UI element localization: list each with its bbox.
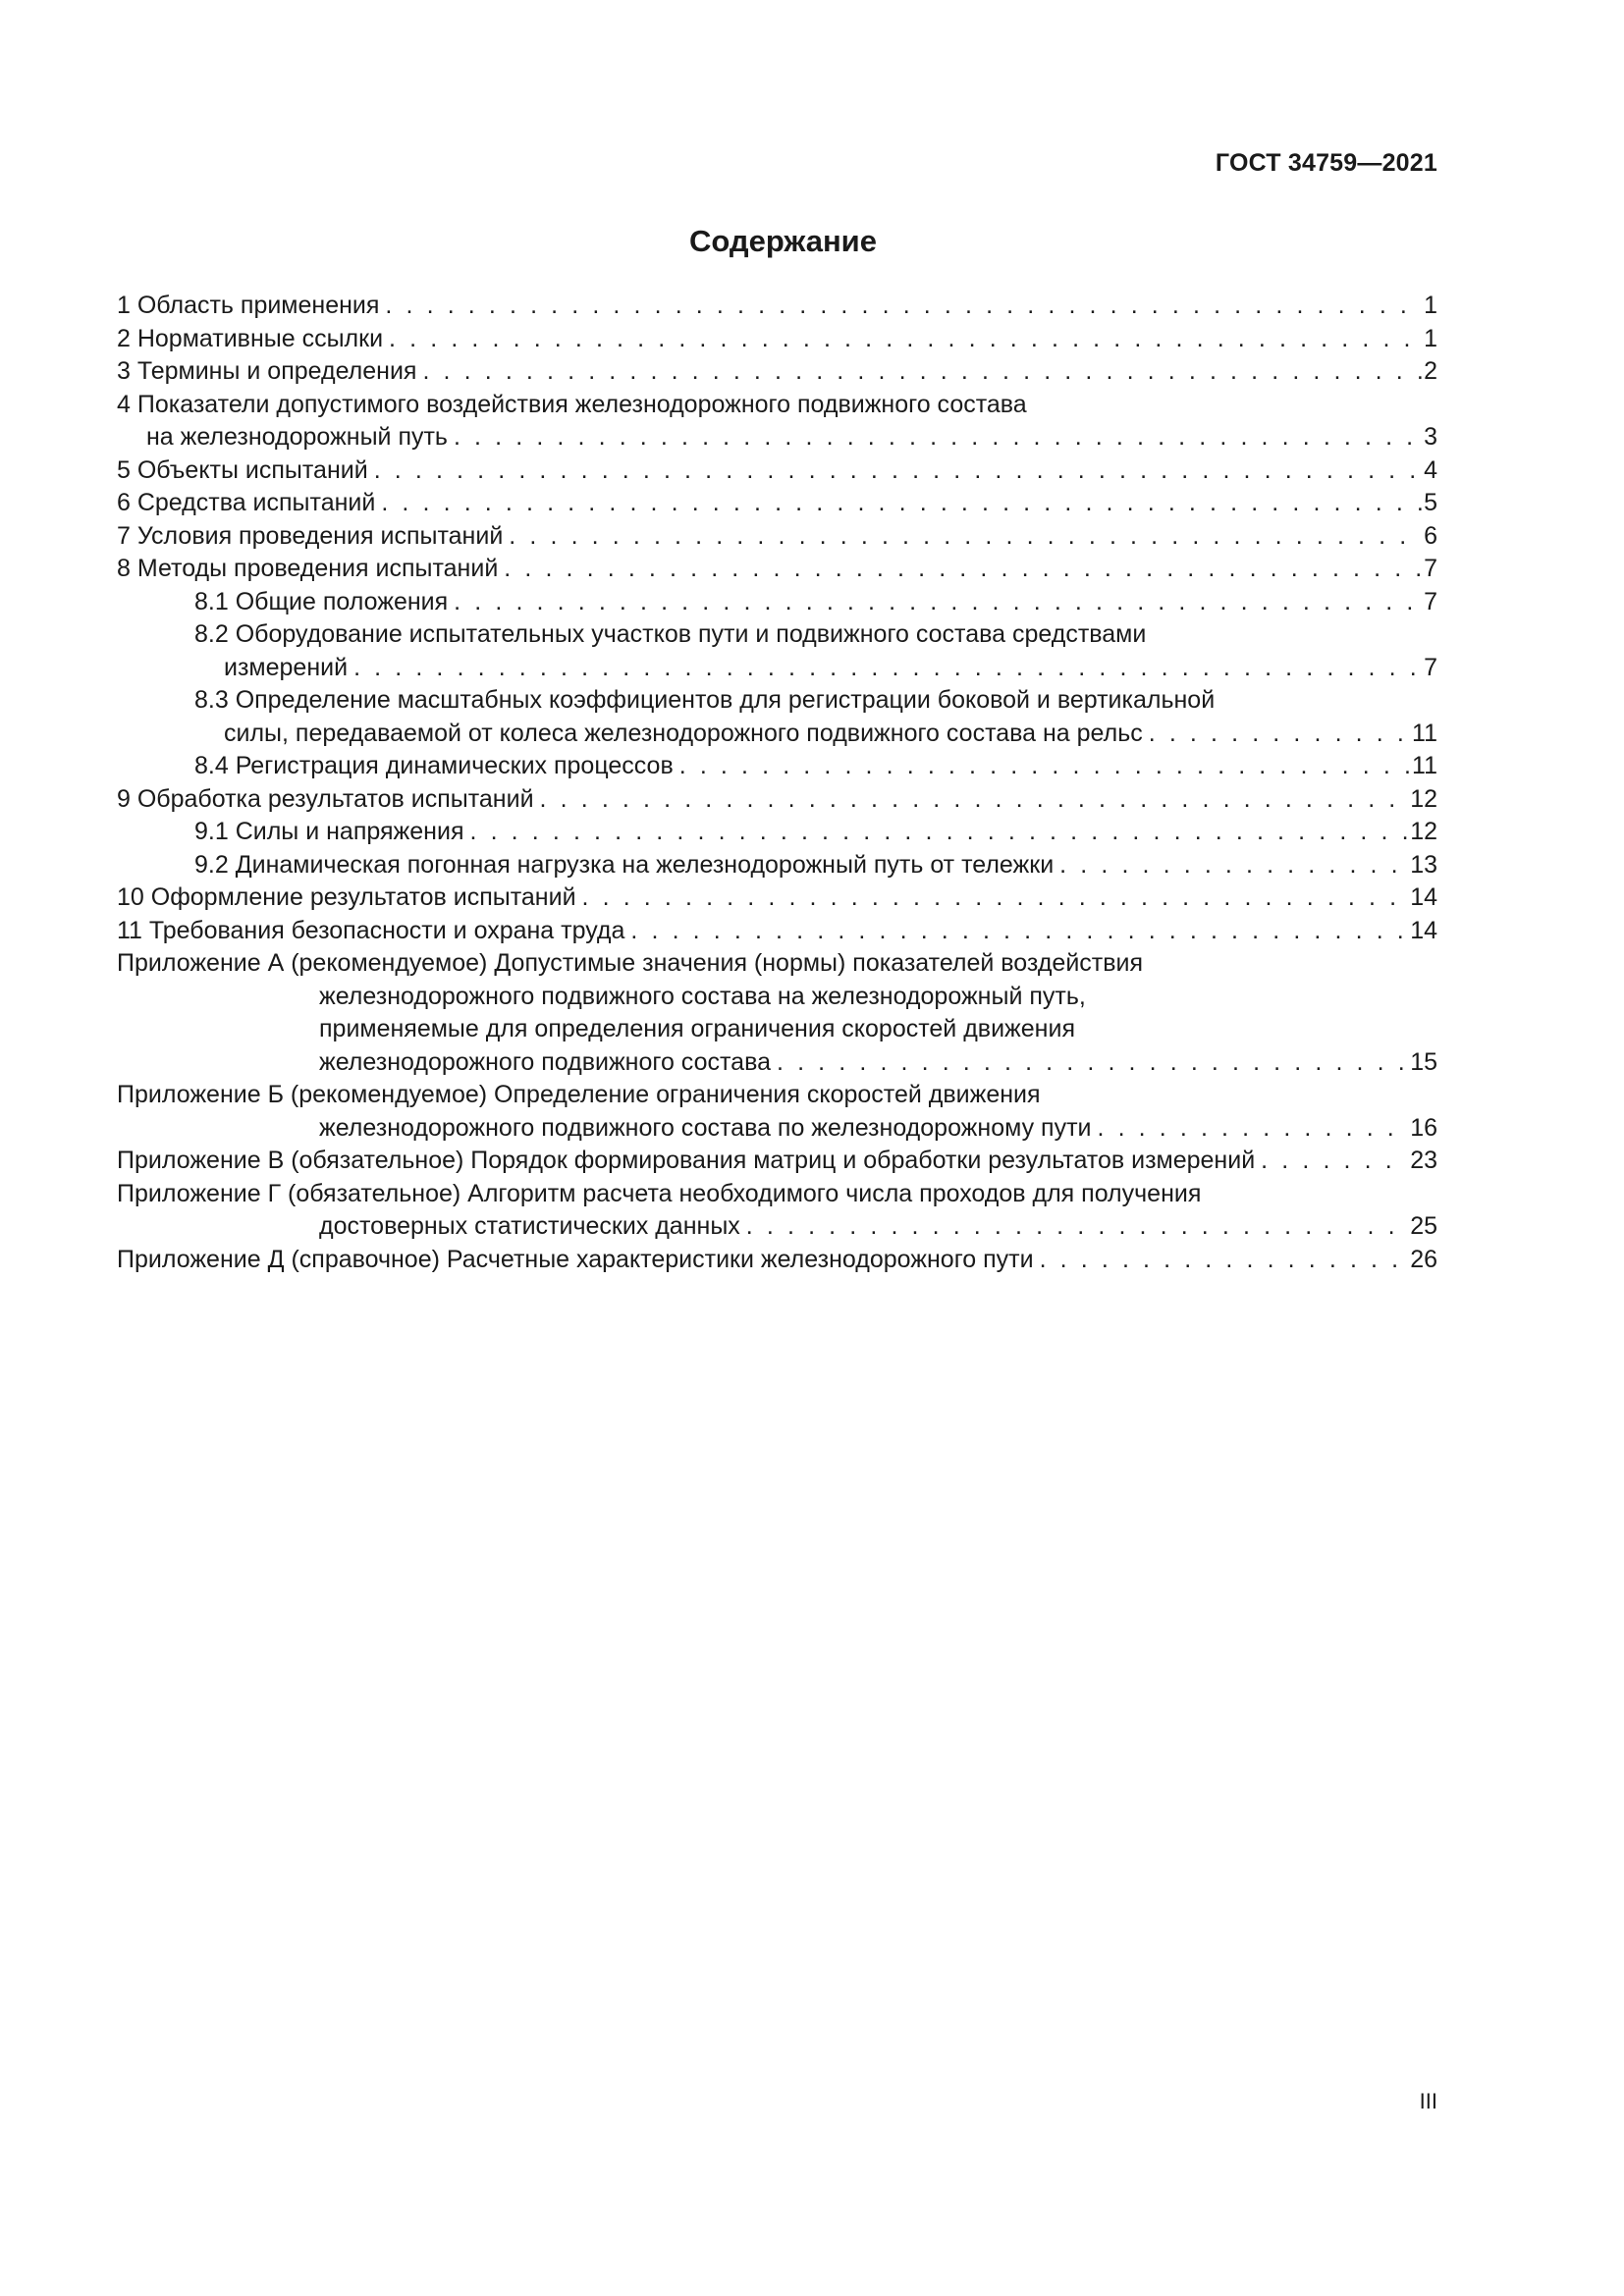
toc-page-number: 6 [1424, 521, 1437, 550]
toc-entry-text: 9.1 Силы и напряжения [194, 818, 464, 845]
toc-entry-text: 9.2 Динамическая погонная нагрузка на железнодорожный путь от тележки [194, 850, 1055, 879]
toc-dot-leader [375, 487, 1422, 520]
toc-dot-leader [740, 1210, 1408, 1244]
toc-dot-leader [1143, 718, 1410, 751]
toc-entry-text: железнодорожного подвижного состава [319, 1047, 771, 1076]
toc-entry[interactable] [117, 323, 1437, 356]
toc-entry-text: 8.4 Регистрация динамических процессов [194, 752, 674, 779]
toc-entry[interactable] [117, 355, 1437, 389]
toc-page-number: 7 [1424, 653, 1437, 681]
toc-dot-leader [771, 1046, 1408, 1080]
toc-page-number: 23 [1410, 1147, 1437, 1174]
toc-entry[interactable] [117, 783, 1437, 817]
toc-page-number: 26 [1410, 1245, 1437, 1273]
toc-dot-leader [416, 355, 1422, 389]
toc-entry[interactable] [117, 1178, 1437, 1244]
toc-page-number: 7 [1424, 587, 1437, 615]
toc-dot-leader [576, 881, 1409, 915]
toc-entry[interactable] [117, 454, 1437, 488]
toc-dot-leader [463, 816, 1408, 849]
toc-entry[interactable] [117, 684, 1437, 750]
toc-entry-text: 7 Условия проведения испытаний [117, 521, 504, 550]
toc-dot-leader [448, 586, 1422, 619]
toc-dot-leader [368, 454, 1422, 488]
toc-page-number: 12 [1410, 818, 1437, 845]
toc-page-number: 25 [1410, 1212, 1437, 1240]
toc-entry[interactable] [117, 586, 1437, 619]
toc-entry-text: 1 Область применения [117, 292, 380, 319]
toc-dot-leader [503, 520, 1422, 554]
toc-dot-leader [383, 323, 1422, 356]
toc-entry[interactable] [117, 1244, 1437, 1277]
page-number: III [1419, 2089, 1437, 2113]
toc-entry-text: железнодорожного подвижного состава по железнодорожному пути [319, 1113, 1092, 1142]
toc-entry[interactable] [117, 520, 1437, 554]
toc-entry[interactable] [117, 487, 1437, 520]
toc-entry-text: 8.2 Оборудование испытательных участков пути и подвижного состава средствами [194, 620, 1147, 648]
toc-entry-text: применяемые для определения ограничения скоростей движения [319, 1015, 1075, 1042]
toc-entry-text: Приложение В (обязательное) Порядок формирования матриц и обработки результатов измерений [117, 1147, 1256, 1174]
toc-page-number: 1 [1424, 324, 1437, 352]
toc-entry[interactable] [117, 389, 1437, 454]
toc-entry[interactable] [117, 881, 1437, 915]
toc-entry-text: на железнодорожный путь [146, 423, 448, 451]
document-code: ГОСТ 34759—2021 [1215, 149, 1437, 177]
toc-entry[interactable] [117, 1079, 1437, 1145]
toc-page-number: 4 [1424, 455, 1437, 484]
toc-page-number: 3 [1424, 423, 1437, 451]
toc-title: Содержание [689, 224, 877, 258]
toc-dot-leader [448, 421, 1422, 454]
toc-page-number: 11 [1412, 719, 1437, 747]
toc-dot-leader [379, 290, 1422, 323]
toc-entry[interactable] [117, 618, 1437, 684]
toc-dot-leader [498, 553, 1422, 586]
toc-entry[interactable] [117, 553, 1437, 586]
toc-entry-text: 11 Требования безопасности и охрана труда [117, 916, 625, 944]
toc-page-number: 2 [1424, 357, 1437, 385]
toc-entry-text: измерений [224, 653, 349, 681]
toc-entry[interactable] [117, 915, 1437, 948]
toc-entry-text: 8 Методы проведения испытаний [117, 555, 499, 582]
toc-dot-leader [534, 783, 1409, 817]
toc-page-number: 13 [1410, 850, 1437, 879]
toc-page-number: 14 [1410, 916, 1437, 944]
toc-entry-text: 3 Термины и определения [117, 357, 417, 385]
toc-dot-leader [624, 915, 1408, 948]
toc-entry-text: 9 Обработка результатов испытаний [117, 784, 534, 813]
toc-dot-leader [1034, 1244, 1409, 1277]
toc-page-number: 1 [1424, 292, 1437, 319]
toc-entry-text: Приложение Б (рекомендуемое) Определение ограничения скоростей движения [117, 1081, 1041, 1108]
toc-entry-text: железнодорожного подвижного состава на железнодорожный путь, [319, 982, 1086, 1010]
toc-entry[interactable] [117, 816, 1437, 849]
table-of-contents [117, 290, 1437, 1276]
toc-entry[interactable] [117, 1145, 1437, 1178]
toc-entry-text: 4 Показатели допустимого воздействия железнодорожного подвижного состава [117, 390, 1027, 418]
toc-page-number: 11 [1412, 752, 1437, 779]
toc-dot-leader [1255, 1145, 1408, 1178]
toc-entry-text: Приложение Д (справочное) Расчетные характеристики железнодорожного пути [117, 1245, 1034, 1273]
toc-entry-text: 10 Оформление результатов испытаний [117, 883, 576, 911]
toc-entry-text: 6 Средства испытаний [117, 489, 376, 516]
toc-dot-leader [674, 750, 1410, 783]
toc-entry-text: достоверных статистических данных [319, 1212, 740, 1240]
toc-entry-text: Приложение А (рекомендуемое) Допустимые значения (нормы) показателей воздействия [117, 949, 1144, 977]
toc-page-number: 14 [1410, 883, 1437, 911]
toc-entry-text: 8.1 Общие положения [194, 587, 449, 615]
toc-dot-leader [348, 652, 1422, 685]
toc-entry-text: 5 Объекты испытаний [117, 455, 368, 484]
toc-entry-text: 2 Нормативные ссылки [117, 324, 384, 352]
toc-page-number: 7 [1424, 555, 1437, 582]
toc-entry-text: 8.3 Определение масштабных коэффициентов для регистрации боковой и вертикальной [194, 686, 1216, 714]
toc-entry[interactable] [117, 947, 1437, 1079]
toc-page-number: 15 [1410, 1047, 1437, 1076]
toc-entry[interactable] [117, 290, 1437, 323]
toc-page-number: 12 [1410, 784, 1437, 813]
toc-entry[interactable] [117, 750, 1437, 783]
toc-page-number: 16 [1410, 1113, 1437, 1142]
toc-dot-leader [1054, 849, 1408, 882]
toc-entry[interactable] [117, 849, 1437, 882]
toc-page-number: 5 [1424, 489, 1437, 516]
toc-entry-text: Приложение Г (обязательное) Алгоритм расчета необходимого числа проходов для получения [117, 1179, 1202, 1207]
toc-entry-text: силы, передаваемой от колеса железнодорожного подвижного состава на рельс [224, 719, 1143, 747]
toc-dot-leader [1092, 1112, 1409, 1146]
